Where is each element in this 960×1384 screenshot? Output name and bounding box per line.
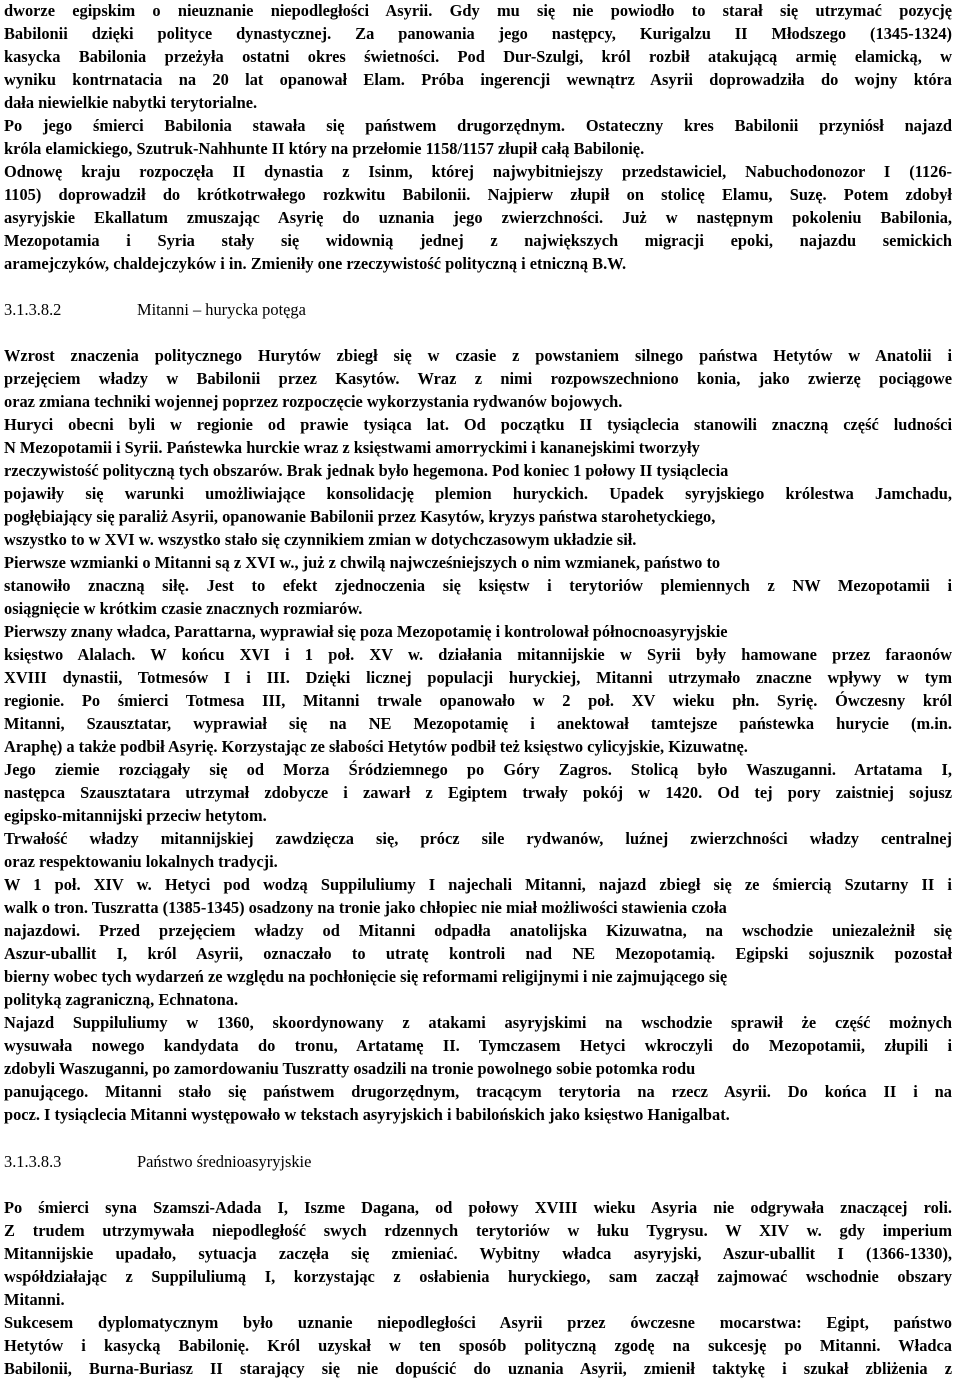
- text-line: Babilonii, Burna-Buriasz II starający się nie dopuścić do uznania Asyrii, zmienił taktykę i szukał zbliżenia z: [4, 1359, 952, 1378]
- section-title: Mitanni – hurycka potęga: [137, 300, 306, 319]
- text-line: regionie. Po śmierci Totmesa III, Mitanni trwale opanowało w 2 poł. XV wieku płn. Syrię. Ówczesny król: [4, 691, 952, 710]
- text-line: Mitannijskie upadało, sytuacja zaczęła się zmieniać. Wybitny władca asyryjski, Aszur-uballit I (1366-1330),: [4, 1244, 952, 1263]
- text-line: współdziałając z Suppiluliumą I, korzystając z osłabienia huryckiego, sam zaczął zajmować wschodnie obszary: [4, 1267, 952, 1286]
- section-title: Państwo średnioasyryjskie: [137, 1152, 312, 1171]
- text-line: oraz respektowaniu lokalnych tradycji.: [4, 852, 278, 871]
- text-line: rzeczywistość polityczną tych obszarów. Brak jednak było hegemona. Pod koniec 1 połowy II tysiąclecia: [4, 461, 729, 480]
- text-line: dała niewielkie nabytki terytorialne.: [4, 93, 258, 112]
- text-line: księstwo Alalach. W końcu XVI i 1 poł. XV w. działania mitannijskie w Syrii były hamowane przez faraonów: [4, 645, 952, 664]
- text-line: Pierwszy znany władca, Parattarna, wyprawiał się poza Mezopotamię i kontrolował północnoasyryjskie: [4, 622, 728, 641]
- text-line: asyryjskie Ekallatum zmuszając Asyrię do uznania jego zwierzchności. Już w następnym pokoleniu Babilonia,: [4, 208, 952, 227]
- text-line: wszystko to w XVI w. wszystko stało się czynnikiem zmian w dotychczasowym układzie sił.: [4, 530, 637, 549]
- section-number: 3.1.3.8.3: [4, 1152, 62, 1171]
- text-line: pogłębiający się paraliż Asyrii, opanowanie Babilonii przez Kasytów, kryzys państwa starohetyckiego,: [4, 507, 716, 526]
- text-line: Araphę) a także podbił Asyrię. Korzystając ze słabości Hetytów podbił też księstwo cylicyjskie, Kizuwatnę.: [4, 737, 748, 756]
- text-line: walk o tron. Tuszratta (1385-1345) osadzony na tronie jako chłopiec nie miał możliwości stawienia czoła: [4, 898, 727, 917]
- text-line: następca Szausztatara utrzymał zdobycze i zawarł z Egiptem trwały pokój w 1420. Od tej pory zaistniej sojusz: [4, 783, 952, 802]
- section-number: 3.1.3.8.2: [4, 300, 62, 319]
- text-line: Po jego śmierci Babilonia stawała się państwem drugorzędnym. Ostateczny kres Babilonii przyniósł najazd: [4, 116, 952, 135]
- text-line: Hetytów i kasycką Babilonię. Król uzyskał w ten sposób polityczną zgodę na sukcesję po Mitanni. Władca: [4, 1336, 952, 1355]
- text-line: zdobyli Waszuganni, po zamordowaniu Tuszratty osadzili na tronie powolnego sobie potomka rodu: [4, 1059, 696, 1078]
- text-line: 1105) doprowadził do krótkotrwałego rozkwitu Babilonii. Najpierw złupił on stolicę Elamu, Suzę. Potem zdobył: [4, 185, 952, 204]
- text-line: Trwałość władzy mitannijskiej zawdzięcza się, prócz sile rydwanów, luźnej zwierzchności władzy centralnej: [4, 829, 952, 848]
- text-line: panującego. Mitanni stało się państwem drugorzędnym, tracącym terytoria na rzecz Asyrii. Do końca II i na: [4, 1082, 952, 1101]
- text-line: kasycka Babilonia przeżyła ostatni okres świetności. Pod Dur-Szulgi, król rozbił atakującą armię elamicką, w: [4, 47, 952, 66]
- text-line: pocz. I tysiąclecia Mitanni występowało w tekstach asyryjskich i babilońskich jako księstwo Hanigalbat.: [4, 1105, 730, 1124]
- text-line: wyniku kontrnatacia na 20 lat opanował Elam. Próba ingerencji wewnątrz Asyrii doprowadziła do wojny która: [4, 70, 952, 89]
- text-line: wysuwała nowego kandydata do tronu, Artatamę II. Tymczasem Hetyci wkroczyli do Mezopotamii, złupili i: [4, 1036, 952, 1055]
- text-line: Odnowę kraju rozpoczęła II dynastia z Isinm, której najwybitniejszy przedstawiciel, Nabuchodonozor I (1126-: [4, 162, 952, 181]
- text-line: XVIII dynastii, Totmesów I i III. Dzięki licznej populacji huryckiej, Mitanni utrzymało znaczne wpływy w tym: [4, 668, 952, 687]
- text-line: Sukcesem dyplomatycznym było uznanie niepodległości Asyrii przez ówczesne mocarstwa: Egipt, państwo: [4, 1313, 952, 1332]
- text-line: pojawiły się warunki umożliwiające konsolidację plemion huryckich. Upadek syryjskiego królestwa Jamchadu,: [4, 484, 952, 503]
- text-line: Z trudem utrzymywała niepodległość swych rdzennych terytoriów w łuku Tygrysu. W XIV w. gdy imperium: [4, 1221, 952, 1240]
- text-line: króla elamickiego, Szutruk-Nahhunte II który na przełomie 1158/1157 złupił całą Babilonię.: [4, 139, 645, 158]
- text-line: osiągnięcie w krótkim czasie znacznych rozmiarów.: [4, 599, 363, 618]
- text-line: dworze egipskim o nieuznanie niepodległości Asyrii. Gdy mu się nie powiodło to starał się utrzymać pozycję: [4, 1, 952, 20]
- text-line: Babilonii dzięki polityce dynastycznej. Za panowania jego następcy, Kurigalzu II Młodszego (1345-1324): [4, 24, 952, 43]
- text-line: bierny wobec tych wydarzeń ze względu na pochłonięcie się reformami religijnymi i nie zajmującego się: [4, 967, 728, 986]
- text-line: Aszur-uballit I, król Asyrii, oznaczało to utratę kontroli nad NE Mezopotamią. Egipski sojusznik pozostał: [4, 944, 952, 963]
- text-line: W 1 poł. XIV w. Hetyci pod wodzą Suppiluliumy I najechali Mitanni, najazd zbiegł się ze śmiercią Szutarny II i: [4, 875, 952, 894]
- text-line: aramejczyków, chaldejczyków i in. Zmieniły one rzeczywistość polityczną i etniczną B.W.: [4, 254, 627, 273]
- text-line: Mitanni.: [4, 1290, 65, 1309]
- text-line: N Mezopotamii i Syrii. Państewka hurckie wraz z księstwami amorryckimi i kananejskimi tworzyły: [4, 438, 700, 457]
- text-line: oraz zmiana techniki wojennej poprzez rozpoczęcie wykorzystania rydwanów bojowych.: [4, 392, 623, 411]
- text-line: przejęciem władzy w Babilonii przez Kasytów. Wraz z nimi rozpowszechniono konia, jako zwierzę pociągowe: [4, 369, 952, 388]
- text-line: Wzrost znaczenia politycznego Hurytów zbiegł się w czasie z powstaniem silnego państwa Hetytów w Anatolii i: [4, 346, 952, 365]
- text-line: Pierwsze wzmianki o Mitanni są z XVI w., już z chwilą najwcześniejszych o nim wzmianek, państwo to: [4, 553, 721, 572]
- text-line: Po śmierci syna Szamszi-Adada I, Iszme Dagana, od połowy XVIII wieku Asyria nie odgrywała znaczącej roli.: [4, 1198, 952, 1217]
- text-line: Mezopotamia i Syria stały się widownią jednej z największych migracji epoki, najazdu semickich: [4, 231, 952, 250]
- text-line: Jego ziemie rozciągały się od Morza Śródziemnego po Góry Zagros. Stolicą było Waszuganni. Artatama I,: [4, 760, 952, 779]
- text-line: polityką zagraniczną, Echnatona.: [4, 990, 239, 1009]
- text-line: Najazd Suppiluliumy w 1360, skoordynowany z atakami asyryjskimi na wschodzie sprawił że część możnych: [4, 1013, 952, 1032]
- text-line: stanowiło znaczną siłę. Jest to efekt zjednoczenia się księstw i terytoriów plemiennych z NW Mezopotamii i: [4, 576, 952, 595]
- text-line: najazdowi. Przed przejęciem władzy od Mitanni odpadła anatolijska Kizuwatna, na wschodzie uniezależnił się: [4, 921, 952, 940]
- text-line: Huryci obecni byli w regionie od prawie tysiąca lat. Od początku II tysiąclecia stanowili znaczną część ludności: [4, 415, 952, 434]
- text-line: Mitanni, Szausztatar, wyprawiał się na NE Mezopotamię i anektował tamtejsze państewka hurycie (m.in.: [4, 714, 952, 733]
- text-line: egipsko-mitannijski przeciw hetytom.: [4, 806, 267, 825]
